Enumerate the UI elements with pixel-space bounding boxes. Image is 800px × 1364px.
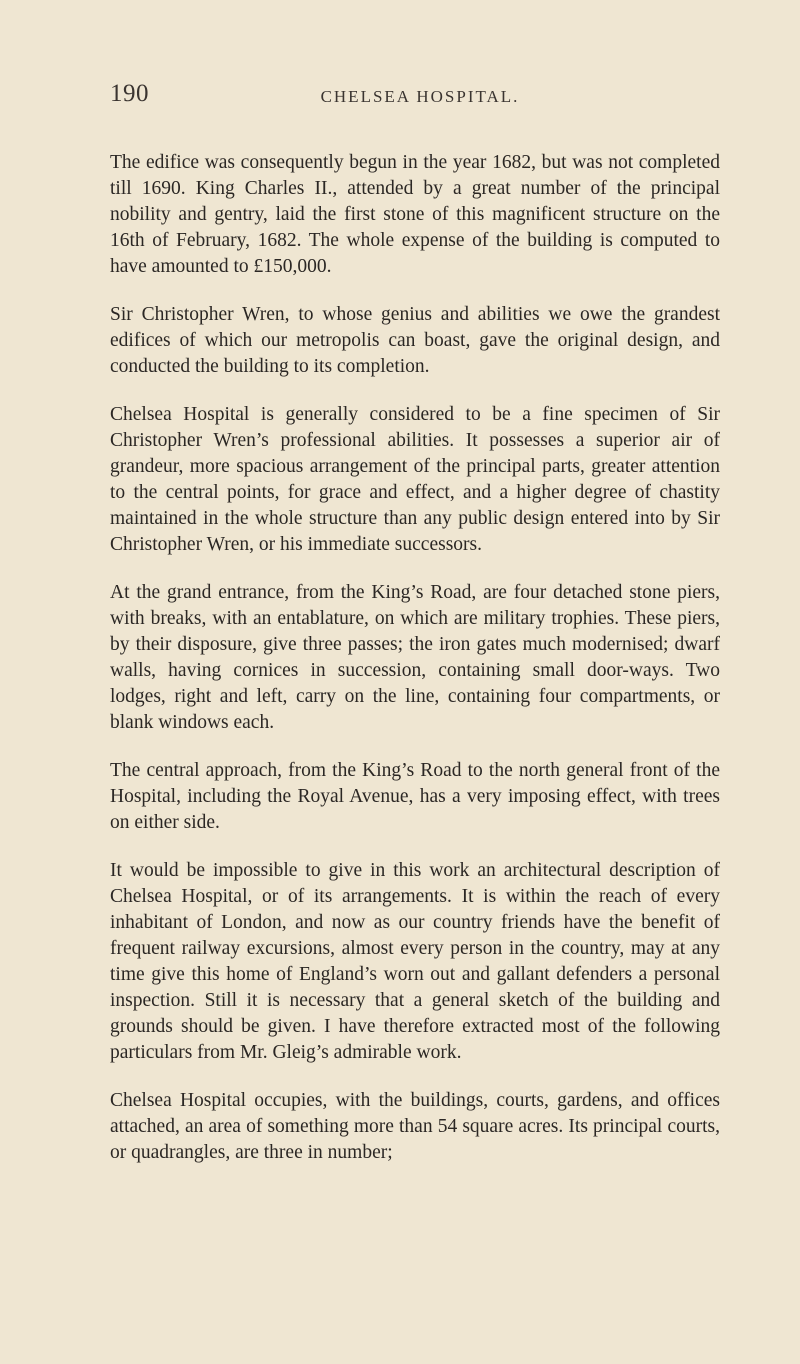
running-head xyxy=(110,80,730,120)
paragraph-area-and-courts: Chelsea Hospital occupies, with the buildings, courts, gardens, and offices attached, an area of something more than 54 square acres. Its principal courts, or quadrangles, are three in number; xyxy=(110,1090,720,1163)
body-text xyxy=(110,150,720,1188)
paragraph-wren-design: Sir Christopher Wren, to whose genius and abilities we owe the grandest edifices of which our metropolis can boast, gave the original design, and conducted the building to its completion. xyxy=(110,304,720,377)
paragraph-construction-history: The edifice was consequently begun in the year 1682, but was not completed till 1690. King Charles II., attended by a great number of the principal nobility and gentry, laid the first stone of this magnificent structure on the 16th of February, 1682. The whole expense of the building is computed to have amounted to £150,000. xyxy=(110,152,720,277)
paragraph-grand-entrance: At the grand entrance, from the King’s Road, are four detached stone piers, with breaks, with an entablature, on which are military trophies. These piers, by their disposure, give three passes; the iron gates much modernised; dwarf walls, having cornices in succession, containing small door-ways. Two lodges, right and left, carry on the line, containing four compartments, or blank windows each. xyxy=(110,582,720,733)
paragraph-description-note: It would be impossible to give in this work an architectural description of Chelsea Hospital, or of its arrangements. It is within the reach of every inhabitant of London, and now as our country friends have the benefit of frequent railway excursions, almost every person in the country, may at any time give this home of England’s worn out and gallant defenders a personal inspection. Still it is necessary that a general sketch of the building and grounds should be given. I have therefore extracted most of the following particulars from Mr. Gleig’s admirable work. xyxy=(110,860,720,1063)
paragraph-architectural-merit: Chelsea Hospital is generally considered to be a fine specimen of Sir Christopher Wren’s professional abilities. It possesses a superior air of grandeur, more spacious arrangement of the principal parts, greater attention to the central points, for grace and effect, and a higher degree of chastity maintained in the whole structure than any public design entered into by Sir Christopher Wren, or his immediate successors. xyxy=(110,404,720,555)
paragraph-central-approach: The central approach, from the King’s Road to the north general front of the Hospital, including the Royal Avenue, has a very imposing effect, with trees on either side. xyxy=(110,760,720,833)
page-number: 190 xyxy=(110,80,149,107)
running-title: CHELSEA HOSPITAL. xyxy=(320,87,520,106)
